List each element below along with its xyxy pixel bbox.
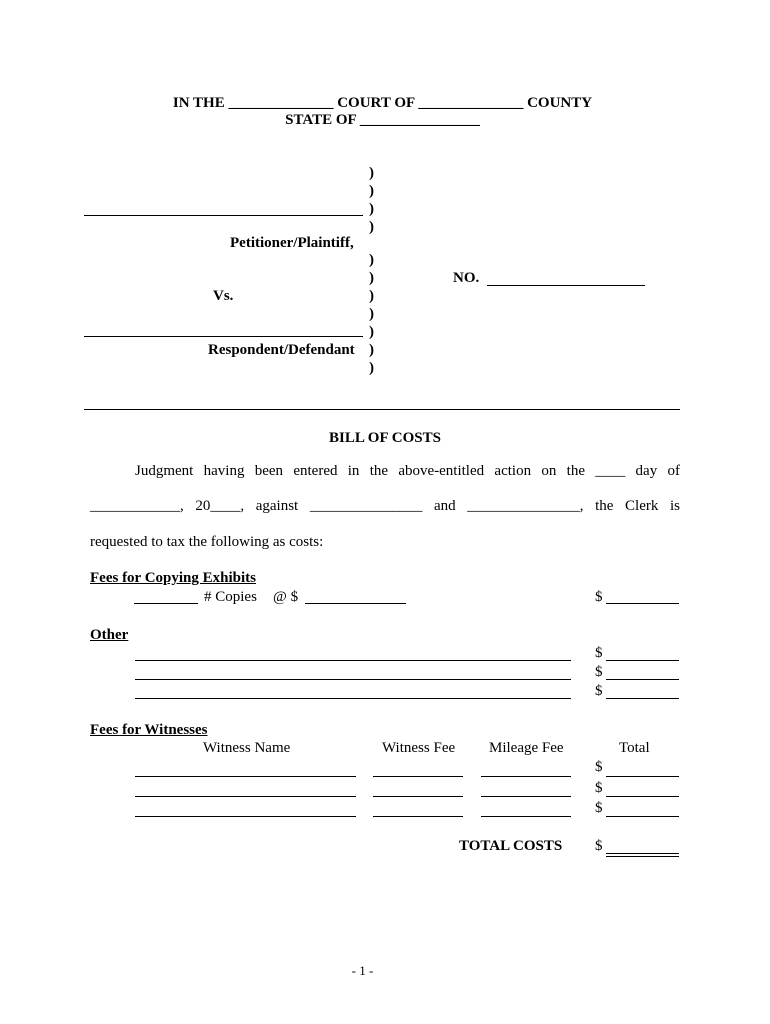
para-word: _______________: [309, 498, 423, 514]
witness-fee-line[interactable]: [373, 776, 463, 777]
paren: ): [369, 165, 374, 181]
para-word: Clerk: [625, 498, 659, 514]
other-heading: Other: [90, 627, 129, 643]
petitioner-name-line[interactable]: [84, 215, 363, 216]
caption-divider: [84, 409, 680, 410]
paren: ): [369, 324, 374, 340]
petitioner-label: Petitioner/Plaintiff,: [230, 235, 354, 251]
currency-symbol: $: [595, 664, 603, 680]
judgment-paragraph-line3: requested to tax the following as costs:: [90, 534, 324, 550]
witness-name-line[interactable]: [135, 796, 356, 797]
column-header-total: Total: [619, 740, 650, 756]
paren: ): [369, 270, 374, 286]
paren: ): [369, 360, 374, 376]
mileage-fee-line[interactable]: [481, 776, 571, 777]
total-costs-label: TOTAL COSTS: [459, 838, 563, 854]
witness-fee-line[interactable]: [373, 816, 463, 817]
other-amount-line[interactable]: [606, 660, 679, 661]
copying-amount-line[interactable]: [606, 603, 679, 604]
judgment-paragraph-line2: [90, 499, 680, 514]
para-word: the: [595, 498, 614, 514]
currency-symbol: $: [595, 780, 603, 796]
judgment-paragraph-line1: Judgment having been entered in the above-entitled action on the ____ day of: [135, 463, 680, 479]
witness-name-line[interactable]: [135, 776, 356, 777]
copies-label: # Copies: [204, 589, 257, 605]
witness-total-line[interactable]: [606, 776, 679, 777]
other-description-line[interactable]: [135, 660, 571, 661]
copies-count-line[interactable]: [134, 603, 198, 604]
paren: ): [369, 201, 374, 217]
currency-symbol: $: [595, 683, 603, 699]
caption-state-line: STATE OF ________________: [285, 112, 480, 128]
other-description-line[interactable]: [135, 679, 571, 680]
witness-total-line[interactable]: [606, 796, 679, 797]
mileage-fee-line[interactable]: [481, 816, 571, 817]
para-word: against: [255, 498, 299, 514]
para-word: ____________,: [90, 498, 184, 514]
witnesses-heading: Fees for Witnesses: [90, 722, 208, 738]
vs-label: Vs.: [213, 288, 234, 304]
para-word: _______________,: [467, 498, 584, 514]
paren: ): [369, 288, 374, 304]
currency-symbol: $: [595, 838, 603, 854]
witness-name-line[interactable]: [135, 816, 356, 817]
total-costs-amount-line[interactable]: [606, 853, 679, 854]
total-costs-double-underline: [606, 856, 679, 857]
copy-rate-line[interactable]: [305, 603, 406, 604]
column-header-mileage-fee: Mileage Fee: [489, 740, 564, 756]
para-word: and: [433, 498, 456, 514]
page-number: - 1 -: [351, 963, 374, 978]
currency-symbol: $: [595, 800, 603, 816]
paren: ): [369, 252, 374, 268]
currency-symbol: $: [595, 645, 603, 661]
other-amount-line[interactable]: [606, 698, 679, 699]
case-no-line[interactable]: [487, 285, 645, 286]
other-amount-line[interactable]: [606, 679, 679, 680]
para-word: 20____,: [195, 498, 245, 514]
document-title: BILL OF COSTS: [329, 430, 441, 446]
other-description-line[interactable]: [135, 698, 571, 699]
para-word: is: [669, 498, 680, 514]
paren: ): [369, 306, 374, 322]
mileage-fee-line[interactable]: [481, 796, 571, 797]
case-no-label: NO.: [453, 270, 480, 286]
witness-total-line[interactable]: [606, 816, 679, 817]
caption-court-line: IN THE ______________ COURT OF ______________ COUNTY: [172, 95, 593, 111]
currency-symbol: $: [595, 589, 603, 605]
paren: ): [369, 183, 374, 199]
currency-symbol: $: [595, 759, 603, 775]
paren: ): [369, 342, 374, 358]
copying-heading: Fees for Copying Exhibits: [90, 570, 256, 586]
paren: ): [369, 219, 374, 235]
respondent-label: Respondent/Defendant: [208, 342, 355, 358]
at-rate-label: @ $: [273, 589, 299, 605]
witness-fee-line[interactable]: [373, 796, 463, 797]
column-header-witness-fee: Witness Fee: [382, 740, 456, 756]
respondent-name-line[interactable]: [84, 336, 363, 337]
column-header-witness-name: Witness Name: [203, 740, 291, 756]
